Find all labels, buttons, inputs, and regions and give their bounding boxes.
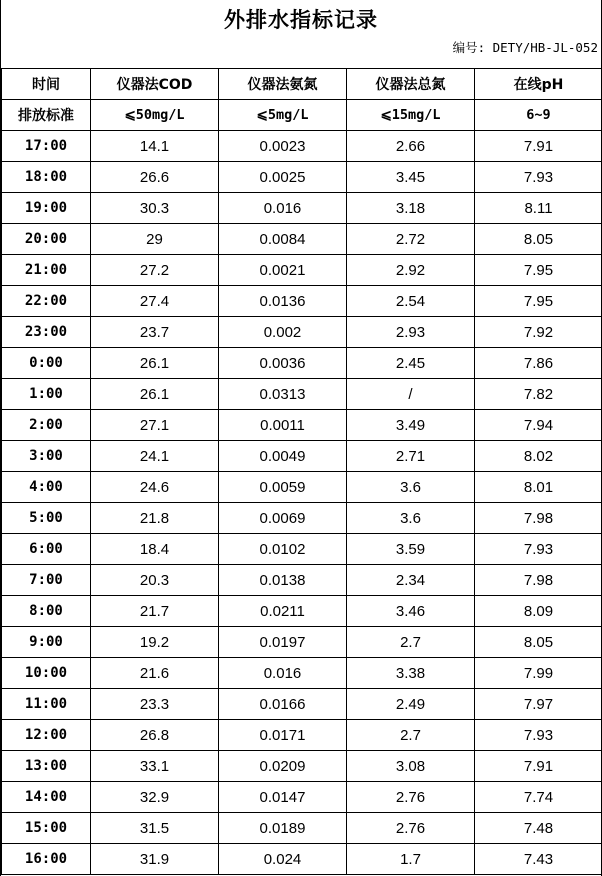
cell-ammonia-nitrogen: 0.002 (219, 317, 347, 348)
table-row (2, 844, 602, 875)
cell-ammonia-nitrogen: 0.0036 (219, 348, 347, 379)
cell-time: 18:00 (2, 162, 91, 193)
cell-total-nitrogen: 2.7 (347, 627, 475, 658)
cell-time: 9:00 (2, 627, 91, 658)
cell-total-nitrogen: 3.59 (347, 534, 475, 565)
cell-ammonia-nitrogen: 0.0011 (219, 410, 347, 441)
cell-ph: 7.86 (475, 348, 602, 379)
cell-total-nitrogen: 3.38 (347, 658, 475, 689)
table-row (2, 627, 602, 658)
cell-ammonia-nitrogen: 0.0023 (219, 131, 347, 162)
table-row (2, 286, 602, 317)
cell-total-nitrogen: 2.34 (347, 565, 475, 596)
cell-ammonia-nitrogen: 0.0138 (219, 565, 347, 596)
cell-time: 3:00 (2, 441, 91, 472)
cell-ammonia-nitrogen: 0.0189 (219, 813, 347, 844)
table-row (2, 813, 602, 844)
cell-ammonia-nitrogen: 0.0021 (219, 255, 347, 286)
cell-total-nitrogen: 2.93 (347, 317, 475, 348)
table-row (2, 255, 602, 286)
cell-ph: 7.99 (475, 658, 602, 689)
table-row (2, 751, 602, 782)
page-title: 外排水指标记录 (224, 8, 378, 32)
cell-ammonia-nitrogen: 0.016 (219, 658, 347, 689)
cell-ammonia-nitrogen: 0.024 (219, 844, 347, 875)
cell-ph: 8.11 (475, 193, 602, 224)
cell-total-nitrogen: 2.54 (347, 286, 475, 317)
cell-ph: 8.01 (475, 472, 602, 503)
table-row (2, 162, 602, 193)
cell-time: 10:00 (2, 658, 91, 689)
table-row (2, 224, 602, 255)
cell-ph: 7.48 (475, 813, 602, 844)
standard-total-nitrogen: ⩽15mg/L (347, 100, 475, 131)
cell-ph: 7.93 (475, 534, 602, 565)
cell-cod: 32.9 (91, 782, 219, 813)
cell-ammonia-nitrogen: 0.0084 (219, 224, 347, 255)
cell-ph: 7.97 (475, 689, 602, 720)
cell-cod: 24.6 (91, 472, 219, 503)
standards-label: 排放标准 (2, 100, 91, 131)
cell-ammonia-nitrogen: 0.0147 (219, 782, 347, 813)
column-header-ph: 在线pH (475, 69, 602, 100)
standard-cod: ⩽50mg/L (91, 100, 219, 131)
cell-cod: 33.1 (91, 751, 219, 782)
cell-time: 2:00 (2, 410, 91, 441)
cell-total-nitrogen: / (347, 379, 475, 410)
cell-cod: 14.1 (91, 131, 219, 162)
cell-time: 7:00 (2, 565, 91, 596)
cell-cod: 26.6 (91, 162, 219, 193)
cell-cod: 21.7 (91, 596, 219, 627)
cell-time: 16:00 (2, 844, 91, 875)
cell-total-nitrogen: 1.7 (347, 844, 475, 875)
table-row (2, 534, 602, 565)
cell-time: 21:00 (2, 255, 91, 286)
cell-ammonia-nitrogen: 0.0049 (219, 441, 347, 472)
cell-ph: 8.05 (475, 224, 602, 255)
cell-ammonia-nitrogen: 0.016 (219, 193, 347, 224)
cell-cod: 26.1 (91, 348, 219, 379)
cell-ph: 7.93 (475, 720, 602, 751)
column-header-total-nitrogen: 仪器法总氮 (347, 69, 475, 100)
cell-total-nitrogen: 3.45 (347, 162, 475, 193)
cell-total-nitrogen: 2.66 (347, 131, 475, 162)
table-row (2, 565, 602, 596)
table-row (2, 193, 602, 224)
standard-ammonia-nitrogen: ⩽5mg/L (219, 100, 347, 131)
cell-time: 8:00 (2, 596, 91, 627)
cell-time: 12:00 (2, 720, 91, 751)
cell-total-nitrogen: 3.46 (347, 596, 475, 627)
cell-ph: 8.09 (475, 596, 602, 627)
cell-ph: 7.98 (475, 565, 602, 596)
column-header-cod: 仪器法COD (91, 69, 219, 100)
cell-ph: 7.94 (475, 410, 602, 441)
cell-ammonia-nitrogen: 0.0313 (219, 379, 347, 410)
column-header-ammonia-nitrogen: 仪器法氨氮 (219, 69, 347, 100)
cell-time: 6:00 (2, 534, 91, 565)
cell-ph: 8.05 (475, 627, 602, 658)
cell-cod: 24.1 (91, 441, 219, 472)
table-row (2, 441, 602, 472)
cell-cod: 29 (91, 224, 219, 255)
document-number: 编号: DETY/HB-JL-052 (452, 40, 598, 55)
cell-cod: 27.4 (91, 286, 219, 317)
table-row (2, 782, 602, 813)
cell-total-nitrogen: 2.76 (347, 782, 475, 813)
table-row (2, 596, 602, 627)
table-row (2, 379, 602, 410)
cell-ph: 7.92 (475, 317, 602, 348)
table-row (2, 503, 602, 534)
cell-time: 20:00 (2, 224, 91, 255)
cell-total-nitrogen: 2.72 (347, 224, 475, 255)
cell-ammonia-nitrogen: 0.0197 (219, 627, 347, 658)
cell-time: 0:00 (2, 348, 91, 379)
cell-time: 15:00 (2, 813, 91, 844)
cell-ammonia-nitrogen: 0.0069 (219, 503, 347, 534)
cell-cod: 31.9 (91, 844, 219, 875)
cell-time: 17:00 (2, 131, 91, 162)
cell-cod: 20.3 (91, 565, 219, 596)
cell-cod: 23.3 (91, 689, 219, 720)
cell-total-nitrogen: 2.7 (347, 720, 475, 751)
cell-time: 1:00 (2, 379, 91, 410)
cell-total-nitrogen: 2.71 (347, 441, 475, 472)
cell-total-nitrogen: 3.08 (347, 751, 475, 782)
cell-total-nitrogen: 3.49 (347, 410, 475, 441)
cell-cod: 27.2 (91, 255, 219, 286)
cell-ammonia-nitrogen: 0.0102 (219, 534, 347, 565)
cell-total-nitrogen: 3.6 (347, 472, 475, 503)
standard-ph: 6~9 (475, 100, 602, 131)
cell-ammonia-nitrogen: 0.0166 (219, 689, 347, 720)
cell-time: 13:00 (2, 751, 91, 782)
cell-cod: 23.7 (91, 317, 219, 348)
cell-ammonia-nitrogen: 0.0211 (219, 596, 347, 627)
cell-time: 14:00 (2, 782, 91, 813)
cell-time: 11:00 (2, 689, 91, 720)
cell-ph: 7.95 (475, 286, 602, 317)
cell-ph: 7.93 (475, 162, 602, 193)
cell-cod: 26.8 (91, 720, 219, 751)
cell-time: 23:00 (2, 317, 91, 348)
cell-time: 22:00 (2, 286, 91, 317)
table-row (2, 689, 602, 720)
cell-total-nitrogen: 3.6 (347, 503, 475, 534)
cell-ph: 7.91 (475, 131, 602, 162)
table-row (2, 658, 602, 689)
column-header-time: 时间 (2, 69, 91, 100)
table-row (2, 348, 602, 379)
cell-cod: 19.2 (91, 627, 219, 658)
cell-ammonia-nitrogen: 0.0209 (219, 751, 347, 782)
cell-cod: 21.6 (91, 658, 219, 689)
table-row (2, 472, 602, 503)
cell-ammonia-nitrogen: 0.0059 (219, 472, 347, 503)
cell-cod: 27.1 (91, 410, 219, 441)
cell-ph: 7.43 (475, 844, 602, 875)
cell-total-nitrogen: 2.76 (347, 813, 475, 844)
table-header-row (2, 69, 602, 100)
table-row (2, 410, 602, 441)
table-row (2, 317, 602, 348)
cell-ph: 7.98 (475, 503, 602, 534)
cell-ph: 8.02 (475, 441, 602, 472)
cell-ammonia-nitrogen: 0.0025 (219, 162, 347, 193)
cell-ph: 7.82 (475, 379, 602, 410)
standards-row (2, 100, 602, 131)
cell-total-nitrogen: 2.45 (347, 348, 475, 379)
cell-ammonia-nitrogen: 0.0136 (219, 286, 347, 317)
cell-cod: 21.8 (91, 503, 219, 534)
cell-total-nitrogen: 3.18 (347, 193, 475, 224)
table-row (2, 131, 602, 162)
cell-time: 5:00 (2, 503, 91, 534)
table-row (2, 720, 602, 751)
cell-cod: 31.5 (91, 813, 219, 844)
cell-total-nitrogen: 2.92 (347, 255, 475, 286)
cell-cod: 26.1 (91, 379, 219, 410)
cell-cod: 18.4 (91, 534, 219, 565)
wastewater-records-table (1, 68, 602, 875)
cell-cod: 30.3 (91, 193, 219, 224)
cell-total-nitrogen: 2.49 (347, 689, 475, 720)
cell-ammonia-nitrogen: 0.0171 (219, 720, 347, 751)
cell-ph: 7.91 (475, 751, 602, 782)
cell-time: 4:00 (2, 472, 91, 503)
records-body (2, 131, 602, 875)
cell-ph: 7.74 (475, 782, 602, 813)
cell-ph: 7.95 (475, 255, 602, 286)
cell-time: 19:00 (2, 193, 91, 224)
